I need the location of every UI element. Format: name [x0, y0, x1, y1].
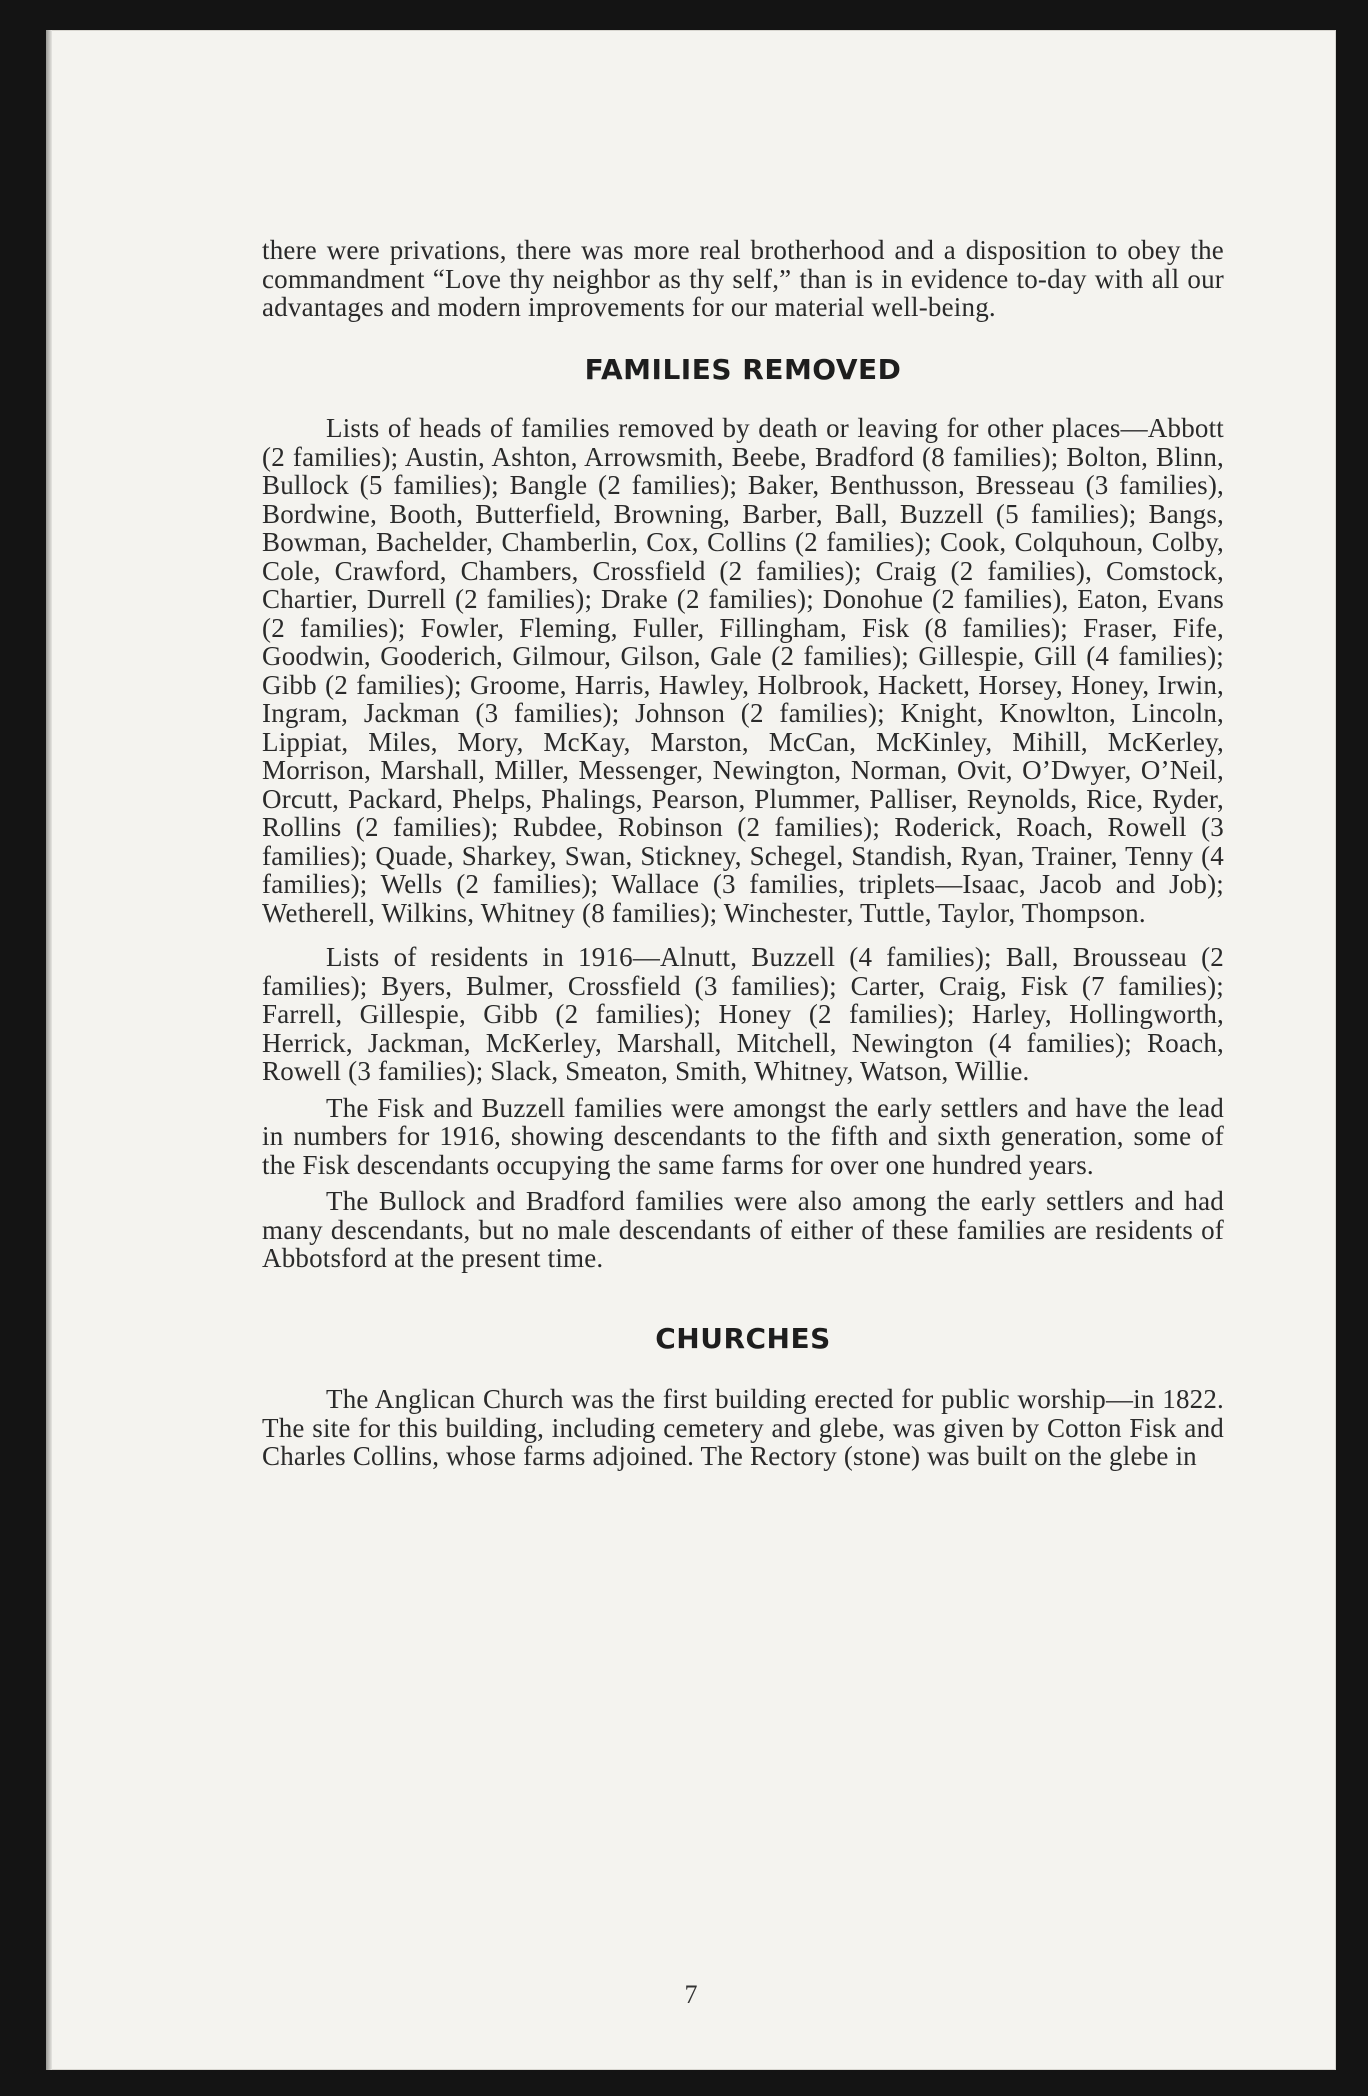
bullock-bradford-paragraph: The Bullock and Bradford families were also among the early settlers and had many descendants, but no male descendants of either of these families are residents of Abbotsford at the present time.: [262, 1186, 1224, 1273]
churches-heading: CHURCHES: [655, 1321, 831, 1355]
fisk-buzzell-paragraph: The Fisk and Buzzell families were amongst the early settlers and have the lead in numbers for 1916, showing descendants to the fifth and sixth generation, some of the Fisk descendants occupying the same farms for over one hundred years.: [262, 1092, 1224, 1180]
page-text-column: [262, 236, 1224, 1471]
residents-1916-list: Lists of residents in 1916—Alnutt, Buzzell (4 families); Ball, Brousseau (2 families); Byers, Bulmer, Crossfield (3 families); Carter, Craig, Fisk (7 families); Farrell, Gillespie, Gibb (2 families); Honey (2 families); Harley, Hollingworth, Herrick, Jackman, McKerley, Marshall, Mitchell, Newington (4 families); Roach, Rowell (3 families); Slack, Smeaton, Smith, Whitney, Watson, Willie.: [262, 942, 1224, 1086]
page-gutter: [46, 30, 52, 2070]
book-page: [46, 30, 1336, 2070]
families-removed-heading: FAMILIES REMOVED: [584, 352, 902, 386]
page-number: 7: [684, 1980, 698, 2009]
intro-paragraph: there were privations, there was more real brotherhood and a disposition to obey the commandment “Love thy neighbor as thy self,” than is in evidence to-day with all our advantages and modern improvements for our material well-being.: [262, 235, 1224, 322]
churches-paragraph: The Anglican Church was the first building erected for public worship—in 1822. The site for this building, including cemetery and glebe, was given by Cotton Fisk and Charles Collins, whose farms adjoined. The Rectory (stone) was built on the glebe in: [262, 1384, 1224, 1471]
families-removed-list: Lists of heads of families removed by death or leaving for other places—Abbott (2 families); Austin, Ashton, Arrowsmith, Beebe, Bradford (8 families); Bolton, Blinn, Bullock (5 families); Bangle (2 families); Baker, Benthusson, Bresseau (3 families), Bordwine, Booth, Butterfield, Browning, Barber, Ball, Buzzell (5 families); Bangs, Bowman, Bachelder, Chamberlin, Cox, Collins (2 families); Cook, Colquhoun, Colby, Cole, Crawford, Chambers, Crossfield (2 families); Craig (2 families), Comstock, Chartier, Durrell (2 families); Drake (2 families); Donohue (2 families), Eaton, Evans (2 families); Fowler, Fleming, Fuller, Fillingham, Fisk (8 families); Fraser, Fife, Goodwin, Gooderich, Gilmour, Gilson, Gale (2 families); Gillespie, Gill (4 families); Gibb (2 families); Groome, Harris, Hawley, Holbrook, Hackett, Horsey, Honey, Irwin, Ingram, Jackman (3 families); Johnson (2 families); Knight, Knowlton, Lincoln, Lippiat, Miles, Mory, McKay, Marston, McCan, McKinley, Mihill, McKerley, Morrison, Marshall, Miller, Messenger, Newington, Norman, Ovit, O’Dwyer, O’Neil, Orcutt, Packard, Phelps, Phalings, Pearson, Plummer, Palliser, Reynolds, Rice, Ryder, Rollins (2 families); Rubdee, Robinson (2 families); Roderick, Roach, Rowell (3 families); Quade, Sharkey, Swan, Stickney, Schegel, Standish, Ryan, Trainer, Tenny (4 families); Wells (2 families); Wallace (3 families, triplets—Isaac, Jacob and Job); Wetherell, Wilkins, Whitney (8 families); Winchester, Tuttle, Taylor, Thompson.: [262, 413, 1224, 928]
